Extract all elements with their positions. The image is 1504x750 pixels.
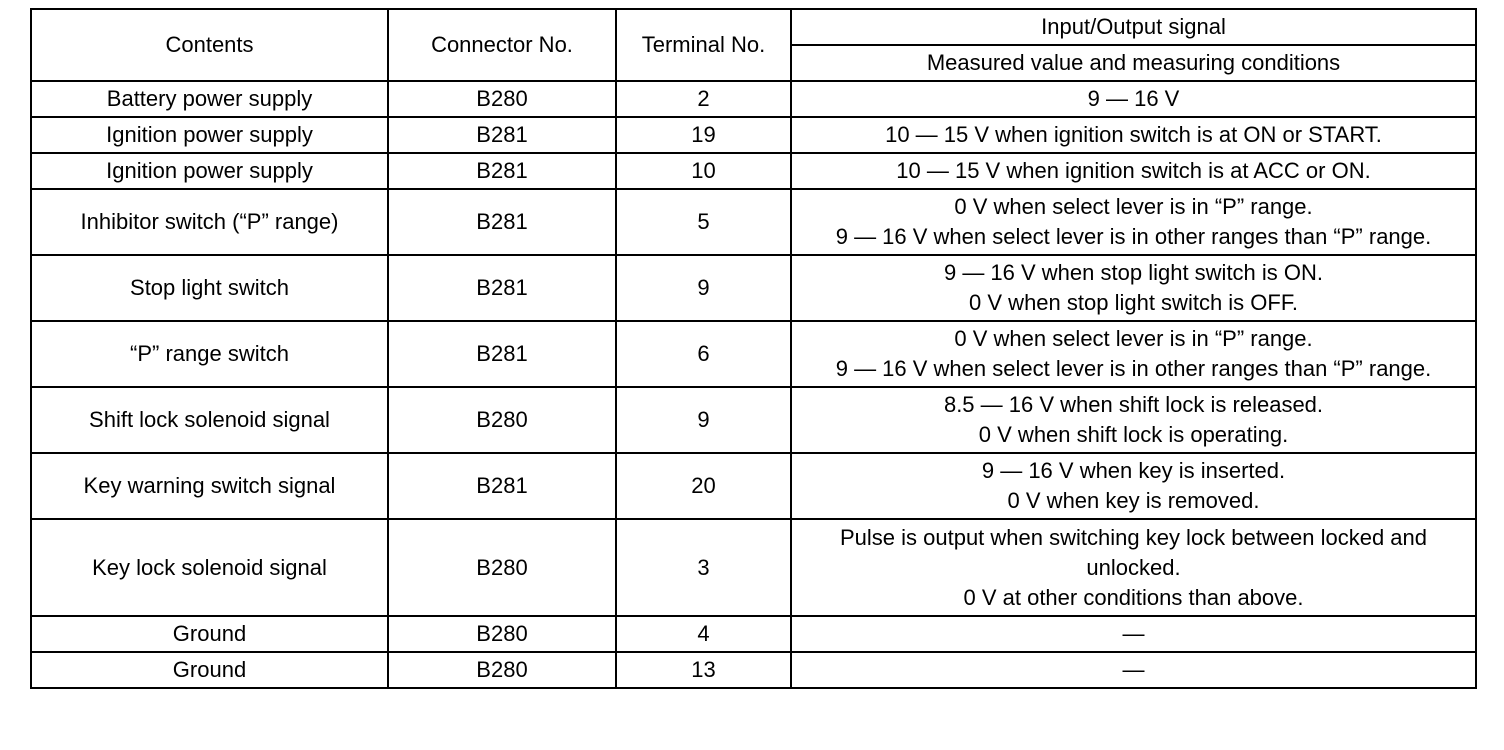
cell-connector: B281 <box>388 189 616 255</box>
cell-connector: B281 <box>388 153 616 189</box>
table-row <box>31 387 1476 453</box>
cell-signal <box>791 652 1476 688</box>
cell-connector: B280 <box>388 81 616 117</box>
signal-line: Pulse is output when switching key lock between locked and unlocked. <box>839 524 1427 580</box>
cell-connector: B281 <box>388 255 616 321</box>
cell-contents: Ground <box>31 616 388 652</box>
signal-line: 10 — 15 V when ignition switch is at ON or START. <box>885 122 1382 147</box>
table-row <box>31 616 1476 652</box>
signal-line: 0 V when select lever is in “P” range. <box>954 326 1313 351</box>
cell-signal <box>791 189 1476 255</box>
cell-terminal: 6 <box>616 321 791 387</box>
signal-line: 8.5 — 16 V when shift lock is released. <box>943 392 1324 417</box>
cell-terminal: 3 <box>616 519 791 616</box>
cell-terminal: 13 <box>616 652 791 688</box>
cell-connector: B281 <box>388 453 616 519</box>
table-row <box>31 519 1476 616</box>
cell-contents: Ignition power supply <box>31 153 388 189</box>
signal-line: 9 — 16 V when select lever is in other ranges than “P” range. <box>835 356 1432 381</box>
cell-terminal: 20 <box>616 453 791 519</box>
table-row <box>31 255 1476 321</box>
table-row <box>31 81 1476 117</box>
signal-line: 0 V when select lever is in “P” range. <box>954 194 1313 219</box>
signal-line: 9 — 16 V when select lever is in other ranges than “P” range. <box>835 224 1432 249</box>
cell-signal <box>791 117 1476 153</box>
cell-signal <box>791 453 1476 519</box>
cell-contents: Key lock solenoid signal <box>31 519 388 616</box>
signal-line: — <box>1122 657 1145 682</box>
header-connector-no: Connector No. <box>388 9 616 81</box>
signal-line: 9 — 16 V when key is inserted. <box>981 458 1286 483</box>
cell-connector: B280 <box>388 519 616 616</box>
cell-signal <box>791 81 1476 117</box>
table-body <box>31 81 1476 688</box>
table-row <box>31 652 1476 688</box>
cell-terminal: 2 <box>616 81 791 117</box>
cell-contents: Ignition power supply <box>31 117 388 153</box>
table-row <box>31 321 1476 387</box>
cell-signal <box>791 616 1476 652</box>
cell-contents: Key warning switch signal <box>31 453 388 519</box>
cell-terminal: 5 <box>616 189 791 255</box>
cell-contents: Ground <box>31 652 388 688</box>
table-header <box>31 9 1476 81</box>
cell-connector: B280 <box>388 387 616 453</box>
signal-line: 0 V when shift lock is operating. <box>978 422 1289 447</box>
cell-signal <box>791 255 1476 321</box>
cell-connector: B281 <box>388 321 616 387</box>
cell-contents: Battery power supply <box>31 81 388 117</box>
signal-line: 9 — 16 V <box>1087 86 1180 111</box>
cell-signal <box>791 387 1476 453</box>
cell-signal <box>791 153 1476 189</box>
header-measured-value: Measured value and measuring conditions <box>791 45 1476 81</box>
cell-contents: Stop light switch <box>31 255 388 321</box>
header-terminal-no: Terminal No. <box>616 9 791 81</box>
terminal-spec-table <box>30 8 1477 689</box>
table-row <box>31 189 1476 255</box>
table-row <box>31 153 1476 189</box>
cell-signal <box>791 519 1476 616</box>
cell-connector: B281 <box>388 117 616 153</box>
signal-line: 10 — 15 V when ignition switch is at ACC or ON. <box>896 158 1371 183</box>
table-row <box>31 453 1476 519</box>
signal-line: 0 V when stop light switch is OFF. <box>969 290 1298 315</box>
header-contents: Contents <box>31 9 388 81</box>
cell-contents: Inhibitor switch (“P” range) <box>31 189 388 255</box>
cell-contents: Shift lock solenoid signal <box>31 387 388 453</box>
signal-line: 9 — 16 V when stop light switch is ON. <box>943 260 1324 285</box>
signal-line: 0 V at other conditions than above. <box>963 584 1304 610</box>
cell-connector: B280 <box>388 652 616 688</box>
signal-line: — <box>1122 621 1145 646</box>
table-row <box>31 117 1476 153</box>
cell-connector: B280 <box>388 616 616 652</box>
cell-terminal: 4 <box>616 616 791 652</box>
header-input-output-signal: Input/Output signal <box>791 9 1476 45</box>
signal-line: 0 V when key is removed. <box>1007 488 1260 513</box>
cell-terminal: 9 <box>616 387 791 453</box>
cell-terminal: 19 <box>616 117 791 153</box>
cell-signal <box>791 321 1476 387</box>
cell-terminal: 10 <box>616 153 791 189</box>
cell-contents: “P” range switch <box>31 321 388 387</box>
cell-terminal: 9 <box>616 255 791 321</box>
